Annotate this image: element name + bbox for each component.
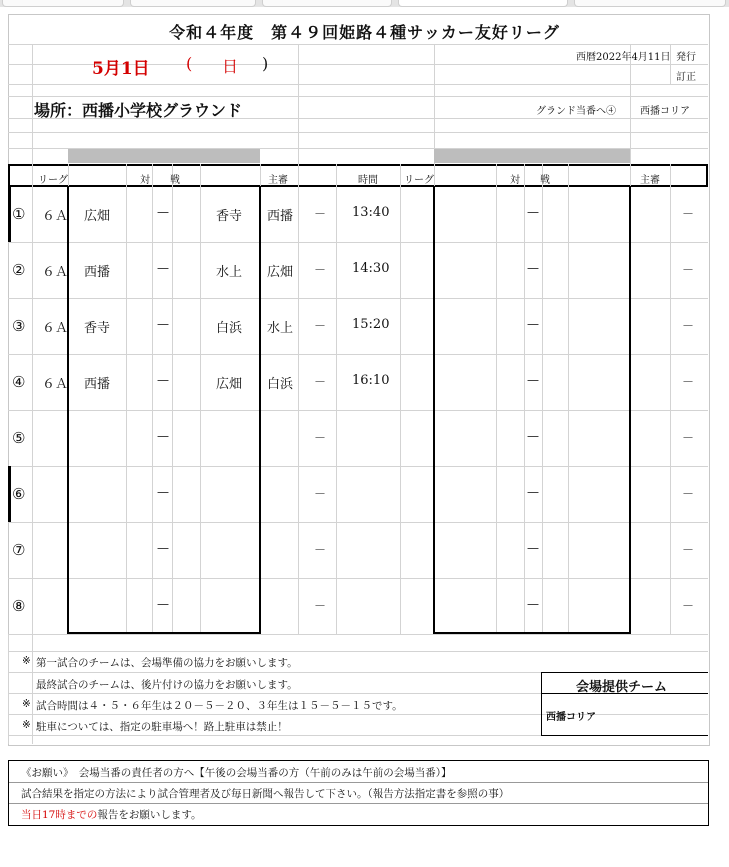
row-dash: －	[314, 487, 327, 501]
header-referee-right: 主審	[640, 175, 660, 186]
host-box-border	[541, 672, 708, 673]
row-referee: 白浜	[267, 377, 294, 392]
row-time: 13:40	[352, 205, 390, 220]
row-league: ６Ａ	[42, 265, 69, 280]
header-referee: 主審	[268, 175, 288, 186]
grid-line	[152, 164, 153, 634]
note-first-match: 第一試合のチームは、会場準備の協力をお願いします。	[36, 657, 298, 669]
match-date: 5月1日	[92, 59, 150, 79]
row-away-team: 香寺	[216, 209, 243, 224]
grid-line	[8, 466, 708, 467]
browser-tab[interactable]	[2, 0, 124, 7]
row-dash-right: －	[682, 207, 695, 221]
gray-header-bar	[434, 149, 630, 163]
row-away-team: 白浜	[216, 321, 243, 336]
grid-line	[8, 634, 708, 635]
row-league: ６Ａ	[42, 321, 69, 336]
row-dash: －	[314, 431, 327, 445]
row-vs-dash: —	[157, 261, 169, 275]
request-line-3	[21, 807, 202, 822]
weekday: 日	[222, 57, 239, 76]
grid-line	[8, 354, 708, 355]
weekday-close-paren: )	[262, 54, 269, 73]
grid-line	[8, 242, 708, 243]
row-number: ⑧	[12, 597, 26, 615]
note-parking: 駐車については、指定の駐車場へ！路上駐車は禁止！	[36, 721, 288, 733]
row-dash-right: －	[682, 487, 695, 501]
grid-line	[8, 298, 708, 299]
row-dash: －	[314, 207, 327, 221]
row-number: ②	[12, 261, 26, 279]
row-vs-dash-right: —	[527, 597, 539, 611]
row-dash-right: －	[682, 375, 695, 389]
row-home-team: 西播	[84, 265, 111, 280]
issued-label: 発行	[676, 52, 696, 63]
grid-line	[32, 164, 33, 634]
row-dash-right: －	[682, 263, 695, 277]
host-box-border	[541, 735, 708, 736]
header-league-right: リーグ	[404, 175, 434, 186]
row-time: 14:30	[352, 261, 390, 276]
grid-line	[8, 44, 708, 45]
note-mark: ※	[22, 655, 31, 667]
row-vs-dash: —	[157, 597, 169, 611]
ground-duty-label: グランド当番へ④	[536, 106, 616, 117]
row-number: ①	[12, 205, 26, 223]
browser-tab-active[interactable]	[398, 0, 568, 7]
table-border	[8, 466, 11, 522]
browser-tab[interactable]	[262, 0, 392, 7]
row-number: ⑦	[12, 541, 26, 559]
grid-line	[542, 164, 543, 634]
grid-line	[434, 44, 435, 164]
row-vs-dash: —	[157, 485, 169, 499]
grid-line	[172, 164, 173, 634]
table-border	[259, 186, 261, 634]
row-time: 16:10	[352, 373, 390, 388]
grid-line	[8, 578, 708, 579]
grid-line	[8, 410, 708, 411]
row-dash-right: －	[682, 431, 695, 445]
ground-duty-team: 西播コリア	[640, 106, 690, 117]
row-league: ６Ａ	[42, 209, 69, 224]
grid-line	[298, 44, 299, 164]
row-dash: －	[314, 599, 327, 613]
row-dash: －	[314, 263, 327, 277]
row-vs-dash: —	[157, 541, 169, 555]
row-dash: －	[314, 375, 327, 389]
row-vs-dash: —	[157, 317, 169, 331]
note-match-time: 試合時間は４・５・６年生は２０－５－２０、３年生は１５－５－１５です。	[36, 700, 403, 712]
row-dash: －	[314, 319, 327, 333]
row-dash-right: －	[682, 543, 695, 557]
grid-line	[8, 522, 708, 523]
grid-line	[524, 164, 525, 634]
table-border	[67, 632, 261, 634]
row-home-team: 西播	[84, 377, 111, 392]
gray-header-bar	[68, 149, 260, 163]
row-away-team: 広畑	[216, 377, 243, 392]
grid-line	[298, 164, 299, 634]
header-time: 時間	[358, 175, 378, 186]
grid-line	[8, 634, 9, 744]
row-referee: 水上	[267, 321, 294, 336]
browser-tab[interactable]	[130, 0, 256, 7]
grid-line	[8, 132, 708, 133]
request-line-2: 試合結果を指定の方法により試合管理者及び毎日新聞へ報告して下さい。（報告方法指定書を参照の事）	[21, 788, 510, 800]
table-border	[8, 164, 708, 166]
row-home-team: 広畑	[84, 209, 111, 224]
host-box-border	[541, 672, 542, 736]
request-line-3-text: 報告をお願いします。	[97, 809, 202, 821]
header-league: リーグ	[38, 175, 68, 186]
table-border	[629, 186, 631, 634]
browser-tab-strip	[0, 0, 729, 7]
page-title: 令和４年度 第４９回姫路４種サッカー友好リーグ	[169, 23, 560, 42]
grid-line	[32, 44, 33, 164]
grid-line	[670, 164, 671, 634]
table-border	[67, 186, 69, 634]
table-border	[8, 164, 10, 186]
row-dash: －	[314, 543, 327, 557]
request-line-1: 《お願い》 会場当番の責任者の方へ【午後の会場当番の方（午前のみは午前の会場当番）】	[21, 767, 452, 779]
grid-line	[336, 164, 337, 634]
note-mark: ※	[22, 698, 31, 710]
table-border	[706, 164, 708, 186]
row-referee: 広畑	[267, 265, 294, 280]
row-away-team: 水上	[216, 265, 243, 280]
row-time: 15:20	[352, 317, 390, 332]
row-number: ④	[12, 373, 26, 391]
host-team-label: 会場提供チーム	[576, 680, 668, 695]
grid-line	[496, 164, 497, 634]
row-dash-right: －	[682, 599, 695, 613]
grid-line	[126, 164, 127, 634]
row-number: ⑥	[12, 485, 26, 503]
row-league: ６Ａ	[42, 377, 69, 392]
note-mark: ※	[22, 719, 31, 731]
grid-line	[400, 164, 401, 634]
row-vs-dash: —	[157, 429, 169, 443]
row-vs-dash: —	[157, 205, 169, 219]
request-box	[8, 760, 709, 826]
row-vs-dash: —	[157, 373, 169, 387]
table-border	[8, 186, 11, 242]
note-last-match: 最終試合のチームは、後片付けの協力をお願いします。	[36, 679, 298, 691]
request-deadline: 当日17時までの	[21, 809, 98, 821]
grid-line	[8, 714, 708, 715]
revised-label: 訂正	[676, 72, 696, 83]
row-number: ③	[12, 317, 26, 335]
row-home-team: 香寺	[84, 321, 111, 336]
row-vs-dash-right: —	[527, 205, 539, 219]
header-match-right: 対 戦	[510, 175, 550, 186]
grid-line	[8, 84, 708, 85]
table-border	[433, 186, 435, 634]
grid-line	[32, 634, 33, 744]
grid-line	[200, 164, 201, 634]
row-vs-dash-right: —	[527, 429, 539, 443]
weekday-open-paren: (	[186, 54, 193, 73]
row-vs-dash-right: —	[527, 261, 539, 275]
row-vs-dash-right: —	[527, 373, 539, 387]
browser-tab[interactable]	[574, 0, 726, 7]
issue-date: 西暦2022年4月11日	[576, 52, 671, 63]
grid-line	[568, 164, 569, 634]
host-team-name: 西播コリア	[546, 712, 596, 723]
row-dash-right: －	[682, 319, 695, 333]
row-number: ⑤	[12, 429, 26, 447]
row-referee: 西播	[267, 209, 294, 224]
row-vs-dash-right: —	[527, 317, 539, 331]
header-match: 対 戦	[140, 175, 180, 186]
row-vs-dash-right: —	[527, 541, 539, 555]
grid-line	[8, 96, 708, 97]
grid-line	[8, 651, 708, 652]
row-vs-dash-right: —	[527, 485, 539, 499]
venue: 場所：西播小学校グラウンド	[34, 101, 243, 120]
table-border	[433, 632, 631, 634]
